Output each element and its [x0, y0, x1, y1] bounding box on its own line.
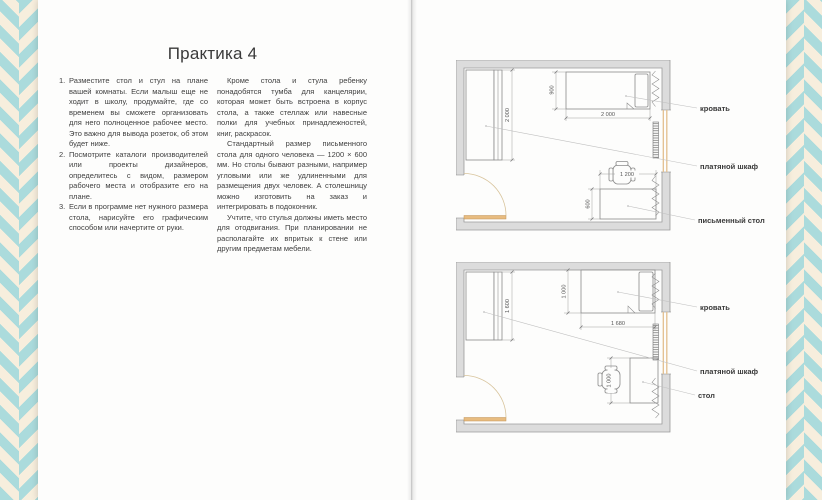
chevron-border-left-b [19, 0, 38, 500]
list-number-1: 1. [59, 76, 66, 85]
label-bed: кровать [700, 303, 730, 312]
page-title: Практика 4 [167, 44, 258, 63]
label-desk: письменный стол [698, 216, 765, 225]
door-leaf [464, 418, 506, 422]
door-opening [456, 175, 465, 218]
wardrobe [466, 272, 494, 340]
text-block [58, 44, 367, 255]
chevron-border-left-a [0, 0, 19, 500]
radiator [653, 122, 659, 158]
label-wardrobe: платяной шкаф [700, 162, 759, 171]
text-column-2 [217, 76, 367, 255]
bed-pillow [635, 74, 648, 107]
label-desk: стол [698, 391, 715, 400]
left-page [38, 0, 412, 500]
window-opening [661, 110, 671, 172]
desk [600, 189, 656, 219]
label-wardrobe: платяной шкаф [700, 367, 759, 376]
list-number-2: 2. [59, 149, 66, 159]
window-opening [661, 312, 671, 374]
book-seam-line [411, 0, 412, 500]
dim-desk-depth: 600 [585, 199, 592, 209]
door-swing-arc [464, 376, 506, 418]
dim-bed-width: 900 [549, 85, 556, 95]
list-item-3 [58, 202, 208, 234]
dim-bed-width: 1 000 [561, 284, 568, 299]
paragraph-3: Учтите, что стулья должны иметь место для отодвигания. При планировании не располагайте их впритык к стене или другим предметам мебели. [217, 212, 367, 253]
radiator [653, 324, 659, 360]
wardrobe [466, 70, 494, 160]
door-swing-arc [464, 174, 506, 216]
dim-wardrobe-depth: 1 600 [505, 299, 511, 313]
text-column-1 [58, 76, 208, 255]
list-number-3: 3. [59, 202, 66, 211]
right-page [412, 0, 786, 500]
floor-plan-top [456, 60, 782, 240]
dim-desk-length: 1 000 [606, 373, 613, 388]
dim-desk-width: 1 200 [620, 172, 634, 178]
list-item-1 [58, 76, 208, 150]
label-bed: кровать [700, 104, 730, 113]
chevron-border-right-b [804, 0, 822, 500]
door-opening [456, 377, 465, 420]
dim-bed-length: 2 000 [601, 112, 615, 118]
list-text-2: Посмотрите каталоги производителей или проекты дизайнеров, определитесь с видом, размером рабочего места и отобразите его на плане. [69, 149, 208, 201]
floor-plan-bottom [456, 262, 782, 442]
dim-wardrobe-depth: 2 000 [505, 108, 511, 122]
bed-pillow [639, 272, 653, 311]
book-spread [38, 0, 786, 500]
list-item-2 [58, 150, 208, 203]
list-text-1: Разместите стол и стул на плане вашей комнаты. Если малыш еще не ходит в школу, продумайте, где со временем вы сможете организовать для него полноценное рабочее место. Это важно для вывода розеток, об этом будет ниже. [69, 76, 208, 148]
paragraph-2: Стандартный размер письменного стола для одного человека — 1200 × 600 мм. Но столы бывают разными, например угловыми или же удлиненными для размещения двух человек. А столешницу можно изготовить на заказ и интегрировать в подоконник. [217, 139, 367, 211]
chevron-border-right-a [786, 0, 804, 500]
door-leaf [464, 216, 506, 220]
paragraph-1: Кроме стола и стула ребенку понадобятся тумба для канцелярии, которая может быть встроена в корпус стола, а также стеллаж или навесные полки для учебных принадлежностей, книг, раскрасок. [217, 76, 367, 138]
list-text-3: Если в программе нет нужного размера стола, нарисуйте его графическим способом или начертите от руки. [69, 202, 208, 232]
dim-bed-length: 1 680 [611, 321, 625, 327]
